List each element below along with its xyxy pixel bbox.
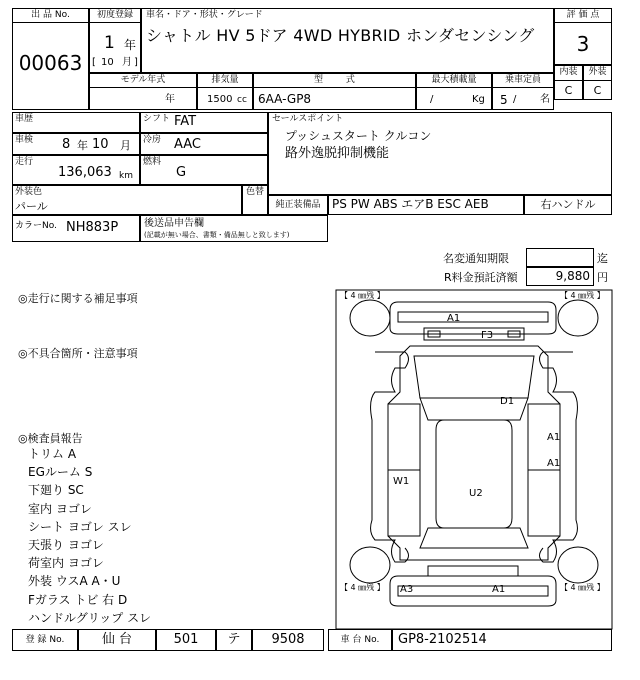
right-side-profile (540, 352, 578, 562)
inspector-report-line: 天張り ヨゴレ (28, 538, 104, 552)
rear-bumper-outline (390, 576, 556, 606)
after-report-note: (記載が無い場合、書類・備品無しと致します) (144, 231, 290, 239)
first-reg-month: 10 (101, 57, 114, 68)
first-reg-month-close: ] (134, 57, 138, 68)
ac: AAC (174, 137, 201, 152)
recycle-unit: 円 (597, 271, 608, 284)
shift: FAT (174, 114, 197, 129)
reg-area: 仙 台 (101, 632, 133, 647)
interior-label: 内装 (559, 67, 578, 77)
roof (436, 420, 512, 528)
score: 3 (576, 32, 590, 56)
equipment: PS PW ABS エアB ESC AEB (332, 197, 489, 211)
tire-fr-text: 【 4 ㎜残 】 (560, 291, 605, 300)
type-code: 6AA-GP8 (258, 92, 312, 106)
mark-roof: U2 (469, 488, 483, 499)
inspector-report-line: 荷室内 ヨゴレ (28, 556, 104, 571)
tire-rear-left (350, 547, 390, 583)
color-no: NH883P (66, 220, 119, 235)
left-side-profile (371, 352, 409, 562)
max-load-unit: Kg (472, 94, 485, 105)
model-year-unit: 年 (165, 94, 175, 105)
capacity-unit: 名 (540, 94, 550, 105)
fuel-label: 燃料 (143, 157, 162, 167)
sales-point-1: プッシュスタート クルコン (285, 129, 432, 143)
hood (414, 356, 534, 398)
ext-color-label: 外装色 (15, 187, 43, 197)
inspector-report-line: 外装 ウスA A・U (28, 574, 121, 589)
name-change-suffix: 迄 (597, 252, 608, 265)
inspector-report-line: EGルーム S (28, 465, 93, 480)
recycle-fee: 9,880 (555, 269, 590, 283)
lot-no: 00063 (18, 51, 83, 75)
inspection-month: 10 (92, 137, 109, 152)
interior-grade: C (564, 84, 573, 97)
front-bumper-outline (390, 302, 556, 334)
inspector-report-line: Fガラス トビ 右 D (28, 592, 128, 607)
first-reg-year: 1 (104, 33, 115, 53)
capacity: 5 (500, 93, 508, 107)
mark-front-bumper: A1 (447, 313, 461, 324)
inspection-month-unit: 月 (120, 139, 131, 152)
history-label: 車歴 (15, 114, 34, 124)
sales-point-2: 路外逸脱抑制機能 (285, 146, 390, 161)
displacement: 1500 (207, 94, 233, 105)
inspector-report-line: 下廻り SC (28, 483, 84, 498)
vehicle-name: シャトル HV 5ドア 4WD HYBRID ホンダセンシング (146, 26, 535, 45)
first-reg-month-unit: 月 (122, 57, 132, 68)
inspector-report-line: トリム A (28, 447, 77, 461)
right-rear-door (528, 470, 560, 536)
capacity-slash: / (513, 94, 517, 105)
inspector-report-line: ハンドルグリップ スレ (28, 610, 152, 625)
mark-left-side: W1 (393, 476, 410, 487)
driving-notes-label: ◎走行に関する補足事項 (18, 292, 138, 305)
name-change-label: 名変通知期限 (443, 252, 509, 265)
tire-rl-text: 【 4 ㎜残 】 (340, 583, 385, 592)
mark-windshield: D1 (500, 396, 515, 407)
front-bumper-inner (398, 312, 548, 322)
mileage: 136,063 (58, 165, 112, 180)
mark-right-rear-door: A1 (547, 458, 561, 469)
mark-rear-left: A3 (400, 584, 414, 595)
inspector-report-label: ◎検査員報告 (18, 432, 83, 445)
ac-label: 冷房 (143, 135, 162, 145)
tire-rr-text: 【 4 ㎜残 】 (560, 583, 605, 592)
first-reg-year-unit: 年 (124, 38, 137, 52)
vehicle-name-label: 車名・ドア・形状・グレード (146, 10, 263, 20)
rear-hatch (420, 528, 528, 548)
reg-number: 9508 (271, 632, 305, 647)
capacity-label: 乗車定員 (504, 75, 541, 85)
left-front-door (388, 404, 420, 470)
tire-front-left (350, 300, 390, 336)
recycle-label: R料金預託済額 (444, 271, 518, 284)
model-year-label: モデル年式 (120, 75, 166, 85)
fuel: G (176, 165, 187, 180)
displacement-unit: cc (237, 95, 247, 105)
sales-points-label: セールスポイント (272, 114, 344, 124)
equip-label: 純正装備品 (275, 200, 321, 210)
inspection-year-unit: 年 (77, 139, 88, 152)
score-label: 評 価 点 (566, 10, 600, 20)
inspector-report-line: シート ヨゴレ スレ (28, 519, 132, 534)
mark-right-front-door: A1 (547, 432, 561, 443)
chassis-no: GP8-2102514 (398, 632, 487, 647)
exterior-label: 外装 (588, 67, 607, 77)
reg-no-label: 登 録 No. (25, 635, 65, 645)
tire-rear-right (558, 547, 598, 583)
reg-class: 501 (173, 632, 199, 647)
mark-rear-bumper: A1 (492, 584, 506, 595)
max-load-label: 最大積載量 (431, 75, 477, 85)
mileage-label: 走行 (15, 157, 34, 167)
inspection-label: 車検 (15, 135, 34, 145)
max-load-slash: / (430, 94, 434, 105)
inspection-year: 8 (62, 137, 71, 152)
defects-label: ◎不具合箇所・注意事項 (18, 347, 138, 360)
after-report-label: 後送品申告欄 (144, 218, 204, 229)
ext-color: パール (15, 200, 48, 213)
color-change-label: 色替 (245, 187, 264, 197)
rear-bumper-inner (398, 586, 548, 596)
shift-label: シフト (143, 114, 171, 124)
type-label: 型 式 (314, 75, 355, 85)
inspector-report-line: 室内 ヨゴレ (28, 501, 92, 516)
chassis-label: 車 台 No. (340, 635, 380, 645)
exterior-grade: C (593, 84, 602, 97)
mark-front-grille: F3 (481, 330, 494, 341)
reg-kana: テ (227, 632, 241, 647)
displacement-label: 排気量 (211, 75, 239, 85)
lot-no-label: 出 品 No. (31, 10, 70, 20)
tire-fl-text: 【 4 ㎜残 】 (340, 291, 385, 300)
color-no-label: カラーNo. (15, 221, 57, 231)
tire-front-right (558, 300, 598, 336)
rear-plate (428, 566, 518, 576)
first-reg-label: 初度登録 (96, 10, 133, 20)
steering: 右ハンドル (540, 198, 596, 211)
mileage-unit: km (119, 171, 133, 181)
first-reg-month-open: [ (92, 57, 96, 68)
